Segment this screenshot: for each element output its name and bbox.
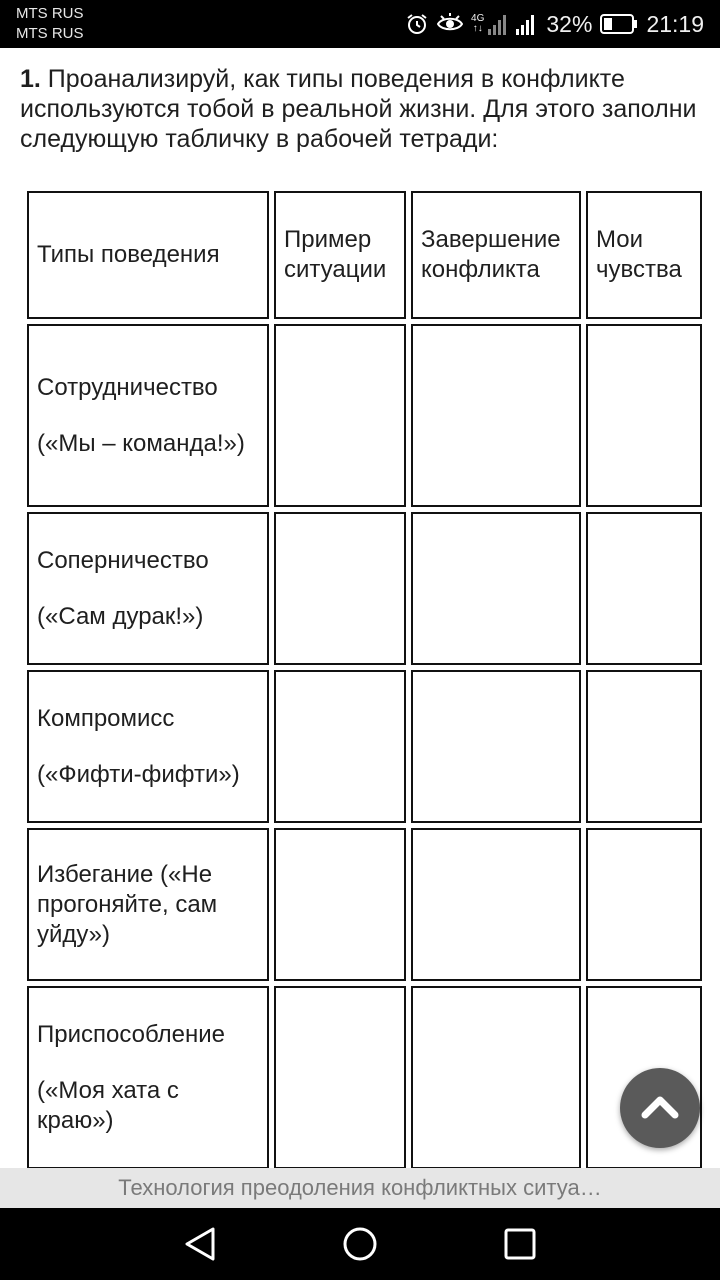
page-content[interactable] [0, 48, 720, 1168]
empty-cell [586, 828, 702, 981]
signal-icon-1 [488, 13, 508, 35]
behavior-type-cell [27, 512, 269, 665]
carrier-1: MTS RUS [16, 5, 84, 22]
empty-cell [274, 324, 406, 507]
empty-cell [411, 512, 581, 665]
recents-button[interactable] [500, 1226, 540, 1266]
table-row [27, 828, 702, 981]
empty-cell [411, 828, 581, 981]
behavior-table [22, 186, 707, 1168]
back-button[interactable] [180, 1226, 220, 1266]
home-button[interactable] [340, 1226, 380, 1266]
empty-cell [586, 512, 702, 665]
empty-cell [411, 986, 581, 1168]
empty-cell [411, 670, 581, 823]
battery-icon [600, 14, 638, 34]
behavior-type-name: Соперничество [37, 546, 209, 574]
instruction-body: Проанализируй, как типы поведения в конфликте используются тобой в реальной жизни. Для этого заполни следующую табличку в рабочей тетради: [20, 65, 697, 153]
empty-cell [274, 512, 406, 665]
behavior-type-quote: («Моя хата с краю») [37, 1076, 179, 1134]
table-row [27, 324, 702, 507]
signal-icon-2 [516, 13, 538, 35]
table-row [27, 986, 702, 1168]
behavior-type-name: Избегание («Не прогоняйте, сам уйду») [37, 860, 218, 948]
page-title-bar[interactable] [0, 1168, 720, 1208]
header-my-feelings: Мои чувства [586, 191, 702, 319]
home-circle-icon [342, 1226, 378, 1267]
eye-icon [437, 13, 463, 35]
empty-cell [586, 324, 702, 507]
behavior-type-quote: («Сам дурак!») [37, 602, 204, 630]
behavior-type-quote: («Фифти-фифти») [37, 760, 240, 788]
empty-cell [274, 986, 406, 1168]
header-behavior-types: Типы поведения [27, 191, 269, 319]
behavior-type-name: Приспособление [37, 1020, 225, 1048]
empty-cell [586, 670, 702, 823]
empty-cell [411, 324, 581, 507]
back-triangle-icon [183, 1226, 217, 1267]
header-conflict-resolution: Завершение конфликта [411, 191, 581, 319]
scroll-to-top-button[interactable] [620, 1068, 700, 1148]
behavior-type-name: Сотрудничество [37, 373, 218, 401]
recents-square-icon [503, 1227, 537, 1266]
behavior-type-cell [27, 324, 269, 507]
data-arrows: ↑↓ [472, 23, 483, 34]
table-row [27, 670, 702, 823]
behavior-type-cell [27, 670, 269, 823]
behavior-type-quote: («Мы – команда!») [37, 429, 245, 457]
empty-cell [274, 828, 406, 981]
chevron-up-icon [640, 1092, 680, 1125]
header-situation-example: Пример ситуации [274, 191, 406, 319]
table-row [27, 512, 702, 665]
table-header-row [27, 191, 702, 319]
network-type-label: 4G [471, 13, 485, 24]
navigation-bar [0, 1208, 720, 1280]
instruction-number: 1. [20, 65, 41, 93]
battery-percent: 32% [546, 10, 593, 37]
behavior-type-cell [27, 828, 269, 981]
carrier-info [16, 4, 84, 44]
network-type [471, 14, 484, 34]
instruction-text [20, 64, 700, 154]
clock: 21:19 [646, 10, 704, 37]
behavior-type-name: Компромисс [37, 704, 175, 732]
status-bar [0, 0, 720, 48]
status-icons [405, 0, 704, 48]
carrier-2: MTS RUS [16, 25, 84, 42]
empty-cell [274, 670, 406, 823]
behavior-type-cell [27, 986, 269, 1168]
alarm-icon [405, 12, 429, 36]
page-title: Технология преодоления конфликтных ситуа… [118, 1175, 602, 1200]
